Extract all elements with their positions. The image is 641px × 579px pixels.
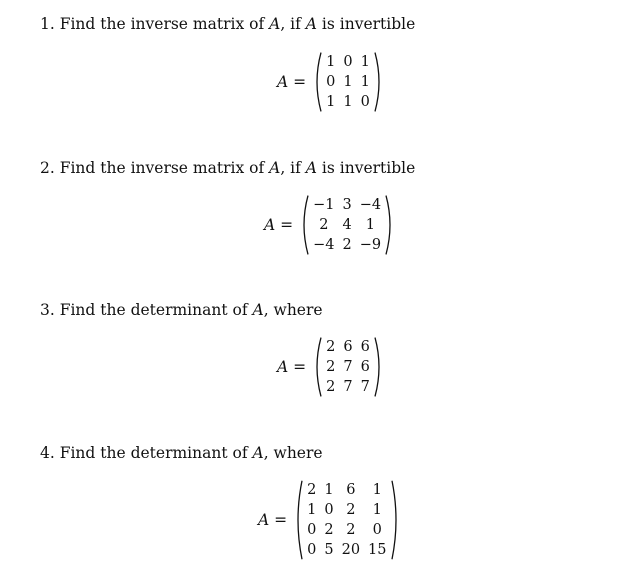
matrix-entry: 1 [326,54,336,70]
matrix-entry: 6 [360,359,370,375]
matrix-entry: −4 [313,237,335,253]
problem-1-text-end: is invertible [317,15,416,33]
matrix-entry: 0 [307,542,317,558]
problem-2-lhs-variable: A [264,216,276,234]
problem-3-statement [40,303,323,319]
problem-1-lhs-variable: A [277,73,289,91]
matrix-row [322,52,374,72]
right-paren [374,337,384,397]
matrix-entry: 1 [360,54,370,70]
matrix-entry: 6 [360,339,370,355]
problem-4-statement [40,446,323,462]
matrix-entry: 20 [341,542,361,558]
matrix-entry: 2 [326,339,336,355]
right-paren [391,480,401,560]
matrix-row [303,540,390,560]
matrix-row [309,235,385,255]
matrix-entry: 15 [368,542,387,558]
problem-2-text: 2. Find the inverse matrix of [40,159,270,177]
matrix-entry: 1 [324,482,334,498]
matrix-row [303,480,390,500]
matrix-entry: 4 [342,217,352,233]
problem-2-equation [264,195,395,255]
matrix-row [322,337,374,357]
problem-2-equals-sign: = [275,216,294,234]
left-paren [312,337,322,397]
problem-3-variable-a: A [252,301,264,319]
problem-2-variable-a: A [269,159,281,177]
matrix-entry: 0 [326,74,336,90]
problem-3-matrix [322,337,374,397]
matrix-entry: 0 [360,94,370,110]
matrix-entry: 0 [307,522,317,538]
problem-1-text-mid: , if [280,15,306,33]
matrix-entry: 2 [326,359,336,375]
problem-1-equation [277,52,384,112]
problem-1-lhs [277,73,306,91]
problem-2-statement [40,161,415,177]
problem-3-lhs-variable: A [277,358,289,376]
left-paren [312,52,322,112]
matrix-entry: 2 [319,217,329,233]
problem-4-matrix [303,480,390,560]
matrix-entry: 1 [326,94,336,110]
problem-3-equals-sign: = [288,358,307,376]
matrix-entry: 2 [342,237,352,253]
problem-1-matrix [322,52,374,112]
problem-2-variable-a-2: A [305,159,317,177]
matrix-entry: 6 [346,482,356,498]
problem-2-text-mid: , if [280,159,306,177]
matrix-row [303,520,390,540]
matrix-entry: 1 [307,502,317,518]
matrix-entry: 2 [324,522,334,538]
problem-3-equation [277,337,384,397]
matrix-entry: 1 [365,217,376,233]
problem-2-text-end: is invertible [317,159,416,177]
right-paren [385,195,395,255]
matrix-entry: 1 [343,94,353,110]
matrix-row [322,72,374,92]
matrix-entry: 1 [372,482,382,498]
matrix-entry: 3 [342,197,352,213]
problem-3-text-end: , where [263,301,323,319]
matrix-row [322,377,374,397]
matrix-entry: 1 [343,74,353,90]
matrix-entry: 0 [324,502,334,518]
matrix-entry: −1 [313,197,335,213]
matrix-entry: 2 [346,522,356,538]
matrix-entry: −4 [359,197,382,213]
problem-4-text: 4. Find the determinant of [40,444,253,462]
problem-1-statement [40,17,415,33]
matrix-row [309,195,385,215]
matrix-entry: 2 [346,502,356,518]
problem-4-lhs [258,511,287,529]
matrix-entry: 5 [324,542,334,558]
right-paren [374,52,384,112]
problem-4-lhs-variable: A [258,511,270,529]
matrix-entry: 2 [326,379,336,395]
problem-1-variable-a-2: A [305,15,317,33]
problem-4-equals-sign: = [269,511,288,529]
matrix-entry: 1 [360,74,370,90]
matrix-entry: 6 [343,339,353,355]
problem-2-matrix [309,195,385,255]
problem-1-text: 1. Find the inverse matrix of [40,15,270,33]
matrix-entry: 7 [360,379,370,395]
matrix-entry: 0 [372,522,382,538]
problem-3-lhs [277,358,306,376]
problem-4-equation [258,480,401,560]
matrix-row [322,92,374,112]
problem-2-lhs [264,216,293,234]
matrix-entry: 7 [343,379,353,395]
problem-1-equals-sign: = [288,73,307,91]
matrix-row [322,357,374,377]
left-paren [293,480,303,560]
left-paren [299,195,309,255]
matrix-entry: 0 [343,54,353,70]
matrix-entry: 1 [372,502,382,518]
problem-4-variable-a: A [252,444,264,462]
matrix-entry: 2 [307,482,317,498]
matrix-row [303,500,390,520]
problem-3-text: 3. Find the determinant of [40,301,253,319]
problem-1-variable-a: A [269,15,281,33]
matrix-entry: −9 [359,237,382,253]
matrix-row [309,215,385,235]
matrix-entry: 7 [343,359,353,375]
problem-4-text-end: , where [263,444,323,462]
